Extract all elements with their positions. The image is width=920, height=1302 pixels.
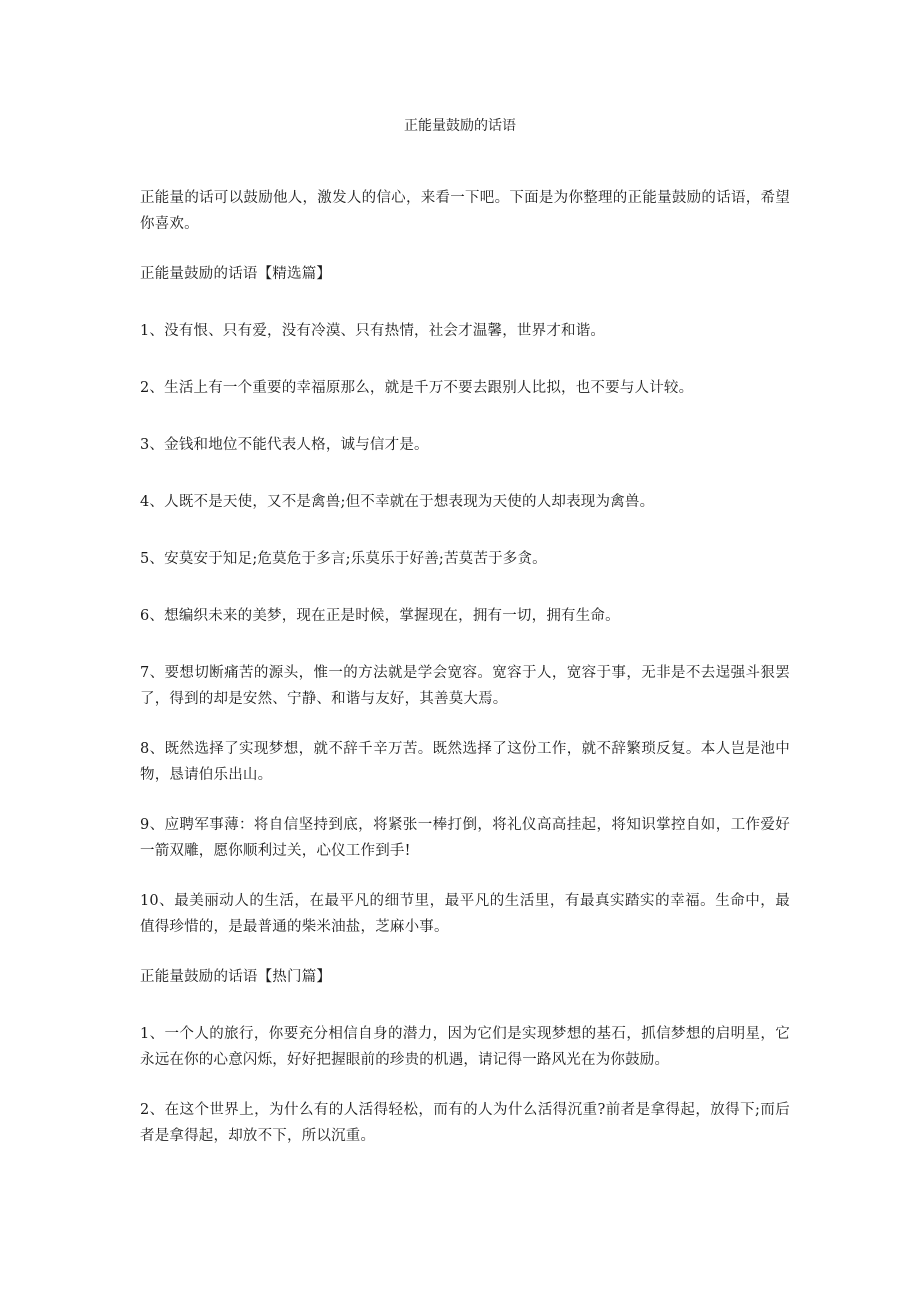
quote-item: 8、既然选择了实现梦想，就不辞千辛万苦。既然选择了这份工作，就不辞繁琐反复。本人岂是池中物，恳请伯乐出山。 xyxy=(140,741,790,783)
quote-item: 1、没有恨、只有爱，没有冷漠、只有热情，社会才温馨，世界才和谐。 xyxy=(140,323,606,339)
quote-item: 7、要想切断痛苦的源头，惟一的方法就是学会宽容。宽容于人，宽容于事，无非是不去逞强斗狠罢了，得到的却是安然、宁静、和谐与友好，其善莫大焉。 xyxy=(140,665,790,707)
quote-item: 2、在这个世界上，为什么有的人活得轻松，而有的人为什么活得沉重?前者是拿得起，放得下;而后者是拿得起，却放不下，所以沉重。 xyxy=(140,1102,790,1144)
quote-item: 3、金钱和地位不能代表人格，诚与信才是。 xyxy=(140,437,429,453)
quote-item: 6、想编织未来的美梦，现在正是时候，掌握现在，拥有一切，拥有生命。 xyxy=(140,608,620,624)
document-body xyxy=(140,185,790,1173)
section-heading-popular: 正能量鼓励的话语【热门篇】 xyxy=(140,969,332,985)
quote-item: 5、安莫安于知足;危莫危于多言;乐莫乐于好善;苦莫苦于多贪。 xyxy=(140,551,547,567)
section-heading-featured: 正能量鼓励的话语【精选篇】 xyxy=(140,266,332,282)
intro-paragraph: 正能量的话可以鼓励他人，激发人的信心，来看一下吧。下面是为你整理的正能量鼓励的话语，希望你喜欢。 xyxy=(140,190,790,232)
quote-item: 1、一个人的旅行，你要充分相信自身的潜力，因为它们是实现梦想的基石，抓信梦想的启明星，它永远在你的心意闪烁，好好把握眼前的珍贵的机遇，请记得一路风光在为你鼓励。 xyxy=(140,1026,790,1068)
quote-item: 9、应聘军事薄：将自信坚持到底，将紧张一棒打倒，将礼仪高高挂起，将知识掌控自如，工作爱好一箭双雕，愿你顺利过关，心仪工作到手! xyxy=(140,817,790,859)
page-title: 正能量鼓励的话语 xyxy=(404,118,516,134)
quote-item: 10、最美丽动人的生活，在最平凡的细节里，最平凡的生活里，有最真实踏实的幸福。生命中，最值得珍惜的，是最普通的柴米油盐，芝麻小事。 xyxy=(140,893,790,935)
quote-item: 2、生活上有一个重要的幸福原那么，就是千万不要去跟别人比拟，也不要与人计较。 xyxy=(140,380,694,396)
quote-item: 4、人既不是天使，又不是禽兽;但不幸就在于想表现为天使的人却表现为禽兽。 xyxy=(140,494,655,510)
